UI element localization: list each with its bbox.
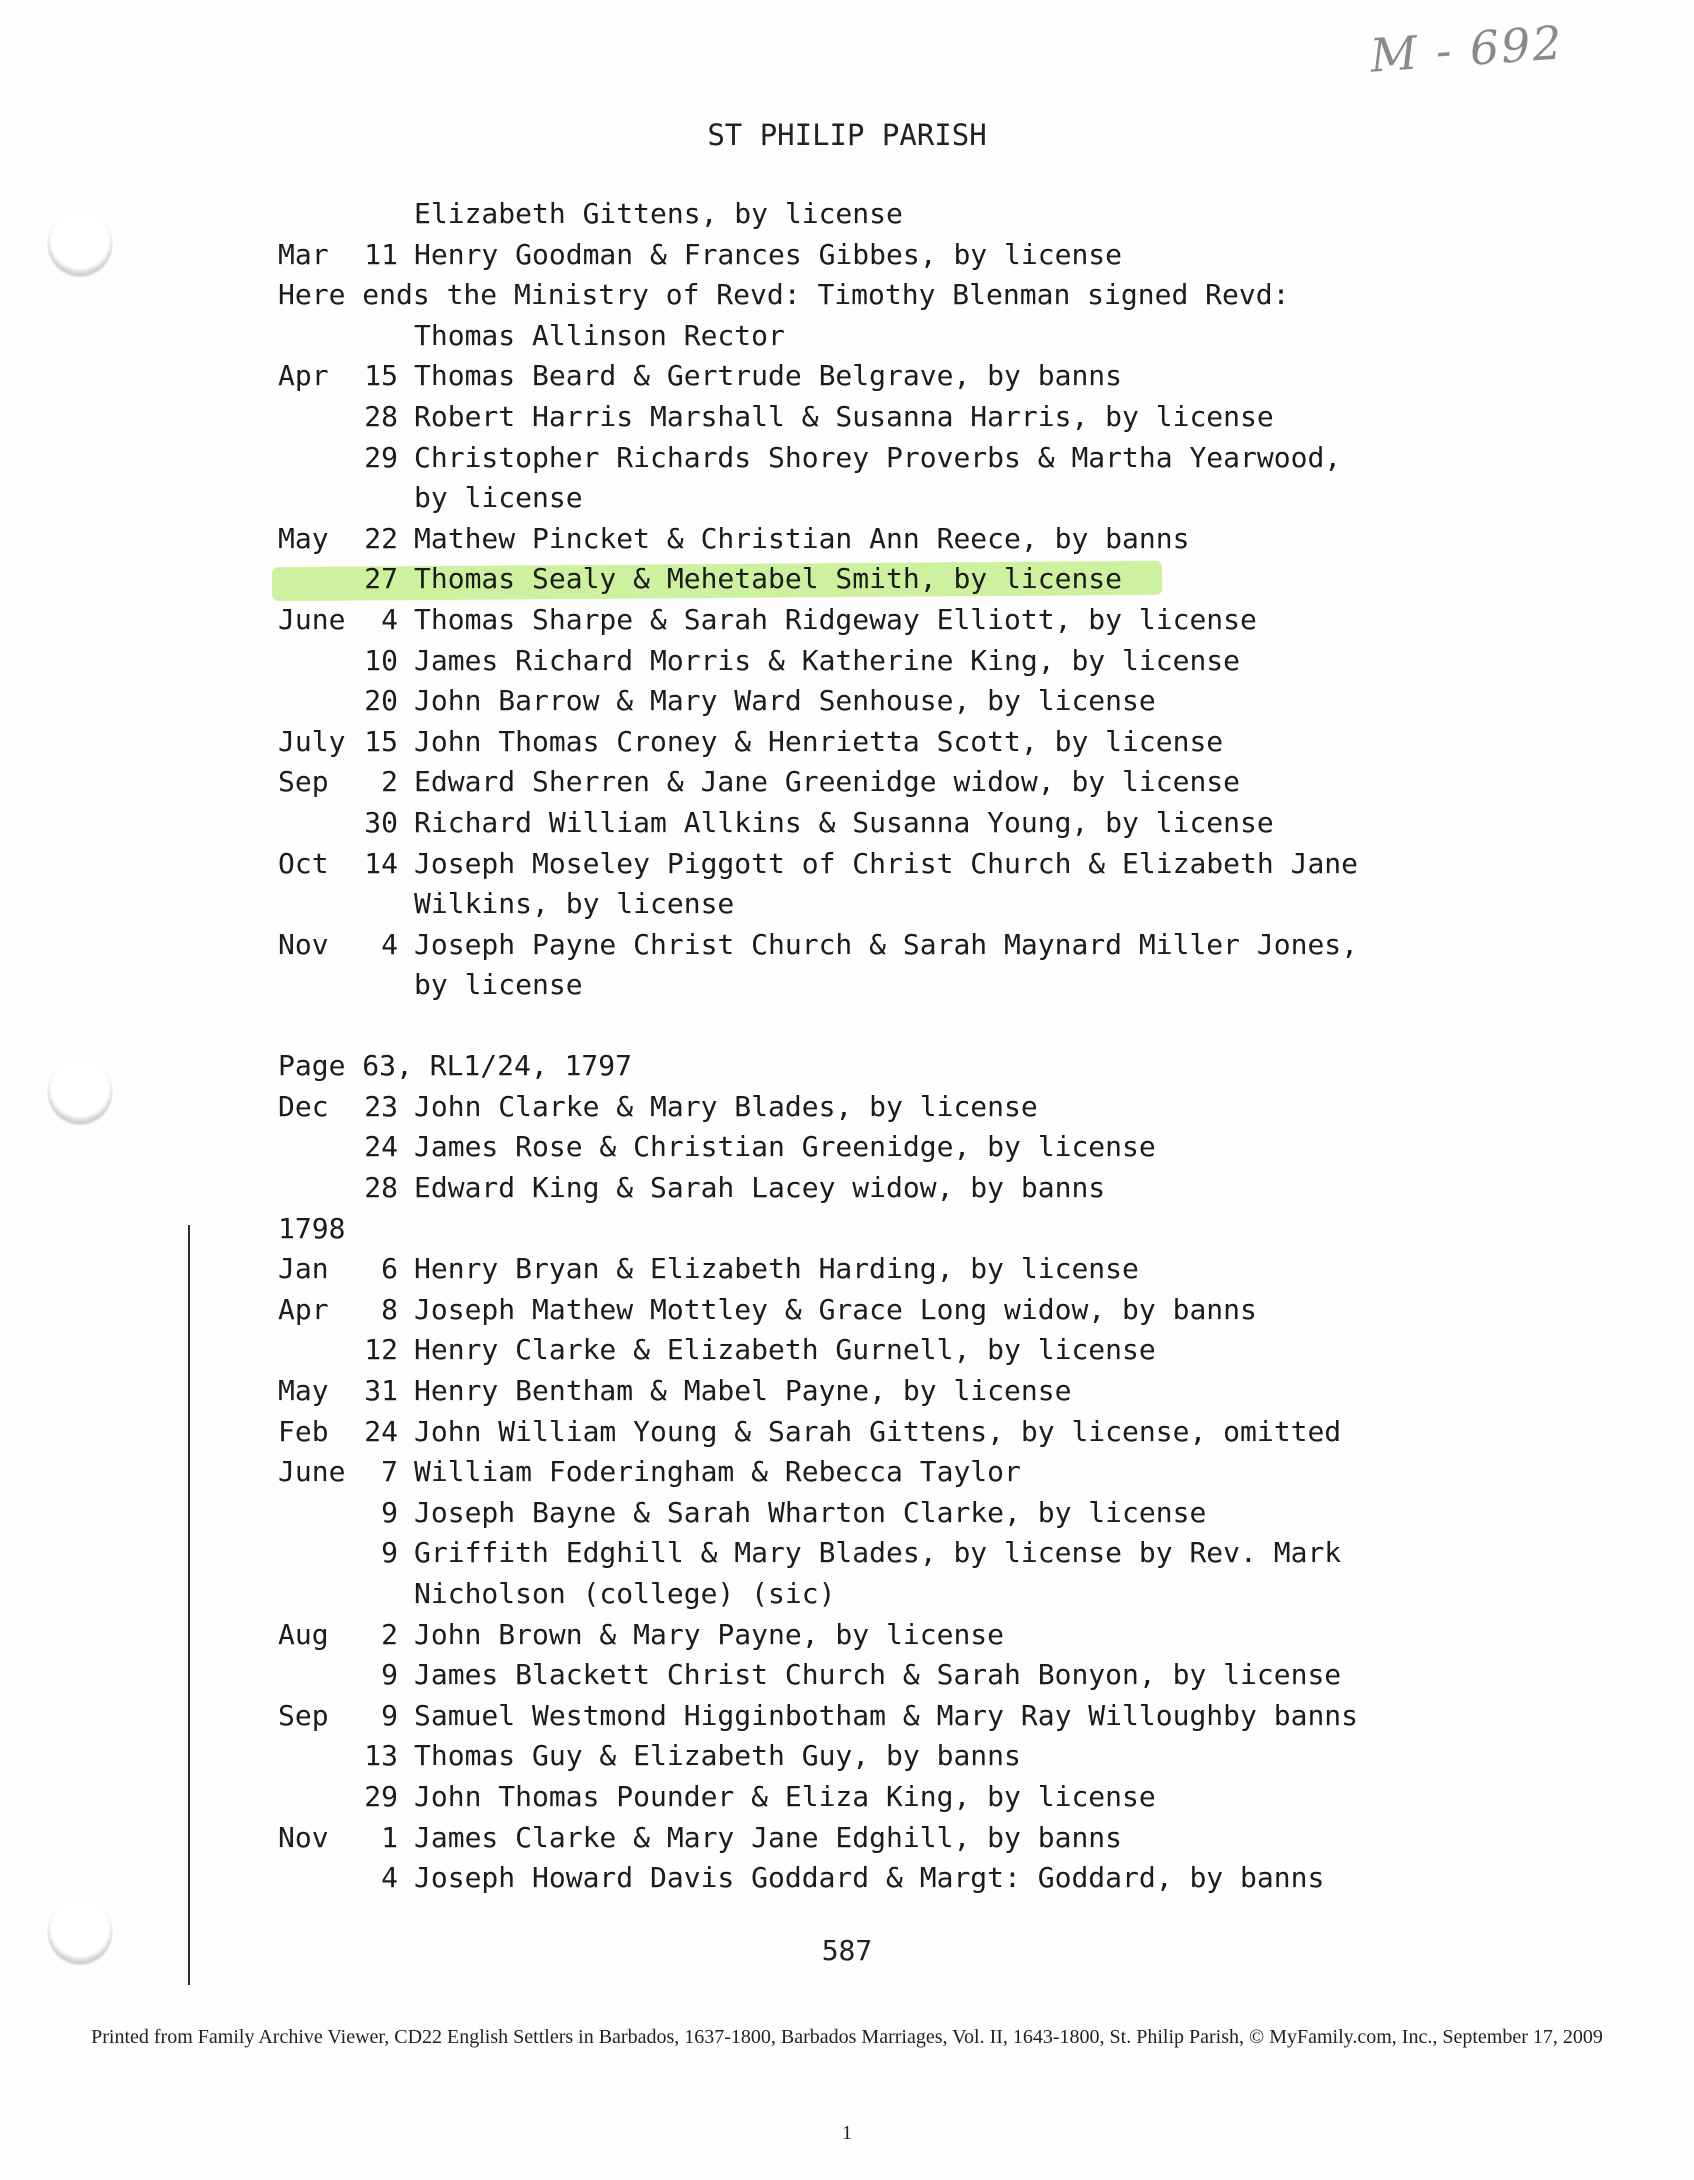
entry-day: 4 [381,1861,398,1895]
entry-heading: Here ends the Ministry of Revd: Timothy Blenman signed Revd: [278,278,1290,312]
entry-line [278,519,1578,560]
entry-line [278,1371,1578,1412]
entry-line [278,925,1578,966]
entry-day: 15 [364,724,398,758]
entry-month: Nov [278,1820,329,1854]
entry-text: John William Young & Sarah Gittens, by license, omitted [414,1414,1342,1448]
entry-line [278,316,1578,357]
entry-line [278,1777,1578,1818]
entry-day: 23 [364,1089,398,1123]
entry-line [278,1615,1578,1656]
entry-text: Thomas Sharpe & Sarah Ridgeway Elliott, by license [414,602,1257,636]
entry-heading: 1798 [278,1211,346,1245]
entry-line [278,1858,1578,1899]
entry-day: 24 [364,1130,398,1164]
entry-line [278,1046,1578,1087]
entry-line [278,1452,1578,1493]
entry-line [278,1168,1578,1209]
entry-day: 24 [364,1414,398,1448]
entry-line [278,1655,1578,1696]
entry-line [278,1249,1578,1290]
entry-text: Henry Bryan & Elizabeth Harding, by license [414,1252,1139,1286]
entry-day: 10 [364,643,398,677]
entry-line [278,235,1578,276]
entry-text: by license [414,481,583,515]
entry-text: Thomas Sealy & Mehetabel Smith, by license [414,562,1123,596]
entry-text: John Thomas Pounder & Eliza King, by license [414,1779,1156,1813]
handwritten-note: M - 692 [1368,15,1566,83]
entry-day: 9 [381,1698,398,1732]
entry-text: James Rose & Christian Greenidge, by license [414,1130,1156,1164]
entry-line [278,884,1578,925]
entry-line [278,803,1578,844]
page-title: ST PHILIP PARISH [707,118,987,152]
page-number: 587 [821,1934,873,1967]
entry-day: 28 [364,399,398,433]
entry-day: 28 [364,1171,398,1205]
entry-day: 15 [364,359,398,393]
entry-day: 27 [364,562,398,596]
entry-day: 2 [381,765,398,799]
entry-text: Richard William Allkins & Susanna Young, by license [414,805,1274,839]
margin-rule [188,1225,190,1985]
entry-text: James Clarke & Mary Jane Edghill, by banns [414,1820,1123,1854]
entry-text: Elizabeth Gittens, by license [414,197,903,230]
entry-text: Thomas Guy & Elizabeth Guy, by banns [414,1739,1021,1773]
entry-text: John Barrow & Mary Ward Senhouse, by license [414,684,1156,718]
entry-line [278,1493,1578,1534]
entry-day: 29 [364,1779,398,1813]
entry-month: Mar [278,237,329,271]
entry-line [278,438,1578,479]
entry-text: Christopher Richards Shorey Proverbs & Martha Yearwood, [414,440,1342,474]
entry-text: Joseph Howard Davis Goddard & Margt: Goddard, by banns [414,1861,1325,1895]
entry-line [278,1412,1578,1453]
entry-line [278,965,1578,1046]
entry-day: 22 [364,521,398,555]
entry-month: Oct [278,846,329,880]
binder-hole [48,1060,112,1124]
entry-text: Henry Goodman & Frances Gibbes, by license [414,237,1123,271]
entry-month: Apr [278,1292,329,1326]
entry-line [278,559,1578,600]
entry-text: Thomas Beard & Gertrude Belgrave, by banns [414,359,1123,393]
entry-line [278,1330,1578,1371]
entry-text: James Richard Morris & Katherine King, by license [414,643,1241,677]
entry-month: Sep [278,1698,329,1732]
entry-text: Edward Sherren & Jane Greenidge widow, by license [414,765,1241,799]
entry-day: 12 [364,1333,398,1367]
entry-month: Nov [278,927,329,961]
entry-line [278,1127,1578,1168]
entry-line [278,1736,1578,1777]
entry-month: June [278,602,346,636]
entry-line [278,844,1578,885]
entry-day: 7 [381,1455,398,1489]
entry-line [278,194,1578,235]
entry-text: Wilkins, by license [414,887,735,921]
footer-page-number: 1 [842,2122,852,2144]
entry-day: 30 [364,805,398,839]
entry-month: July [278,724,346,758]
entry-text: John Thomas Croney & Henrietta Scott, by license [414,724,1224,758]
entry-text: Joseph Bayne & Sarah Wharton Clarke, by license [414,1495,1207,1529]
entry-day: 11 [364,237,398,271]
entry-text: Joseph Payne Christ Church & Sarah Maynard Miller Jones, [414,927,1359,961]
marriage-entries [278,194,1578,1899]
entry-day: 9 [381,1536,398,1570]
entry-text: John Clarke & Mary Blades, by license [414,1089,1038,1123]
entry-day: 9 [381,1495,398,1529]
entry-month: Aug [278,1617,329,1651]
entry-line [278,681,1578,722]
entry-month: Jan [278,1252,329,1286]
entry-month: Feb [278,1414,329,1448]
entry-day: 8 [381,1292,398,1326]
entry-text: William Foderingham & Rebecca Taylor [414,1455,1021,1489]
footer-citation: Printed from Family Archive Viewer, CD22 English Settlers in Barbados, 1637-1800, Barbados Marriages, Vol. II, 1643-1800, St. Philip Parish, © MyFamily.com, Inc., September 17, 2009 [91,2026,1603,2048]
entry-text: by license [414,968,583,1002]
entry-line [278,722,1578,763]
entry-line [278,1209,1578,1250]
entry-line [278,1818,1578,1859]
entry-month: Dec [278,1089,329,1123]
entry-month: Apr [278,359,329,393]
entry-text: James Blackett Christ Church & Sarah Bonyon, by license [414,1658,1342,1692]
entry-month: Sep [278,765,329,799]
entry-line [278,1533,1578,1574]
entry-day: 14 [364,846,398,880]
entry-text: Henry Clarke & Elizabeth Gurnell, by license [414,1333,1156,1367]
entry-line [278,356,1578,397]
entry-text: John Brown & Mary Payne, by license [414,1617,1005,1651]
entry-text: Samuel Westmond Higginbotham & Mary Ray Willoughby banns [414,1698,1359,1732]
entry-text: Griffith Edghill & Mary Blades, by license by Rev. Mark [414,1536,1342,1570]
entry-line [278,600,1578,641]
entry-line [278,275,1578,316]
entry-line [278,478,1578,519]
entry-line [278,1290,1578,1331]
entry-text: Henry Bentham & Mabel Payne, by license [414,1374,1072,1408]
entry-day: 29 [364,440,398,474]
entry-line [278,762,1578,803]
entry-text: Joseph Mathew Mottley & Grace Long widow, by banns [414,1292,1257,1326]
entry-day: 20 [364,684,398,718]
entry-line [278,397,1578,438]
entry-line [278,1087,1578,1128]
entry-text: Mathew Pincket & Christian Ann Reece, by banns [414,521,1190,555]
binder-hole [48,212,112,276]
entry-month: June [278,1455,346,1489]
entry-line [278,1696,1578,1737]
entry-day: 31 [364,1374,398,1408]
entry-day: 13 [364,1739,398,1773]
entry-text: Edward King & Sarah Lacey widow, by banns [414,1171,1106,1205]
entry-month: May [278,1374,329,1408]
entry-line [278,641,1578,682]
entry-heading: Page 63, RL1/24, 1797 [278,1049,633,1083]
entry-text: Robert Harris Marshall & Susanna Harris, by license [414,399,1274,433]
entry-text: Joseph Moseley Piggott of Christ Church & Elizabeth Jane [414,846,1359,880]
entry-day: 9 [381,1658,398,1692]
entry-day: 4 [381,927,398,961]
entry-day: 1 [381,1820,398,1854]
entry-day: 2 [381,1617,398,1651]
entry-day: 4 [381,602,398,636]
entry-text: Nicholson (college) (sic) [414,1577,836,1610]
entry-day: 6 [381,1252,398,1286]
entry-line [278,1574,1578,1615]
entry-month: May [278,521,329,555]
entry-text: Thomas Allinson Rector [414,318,785,352]
